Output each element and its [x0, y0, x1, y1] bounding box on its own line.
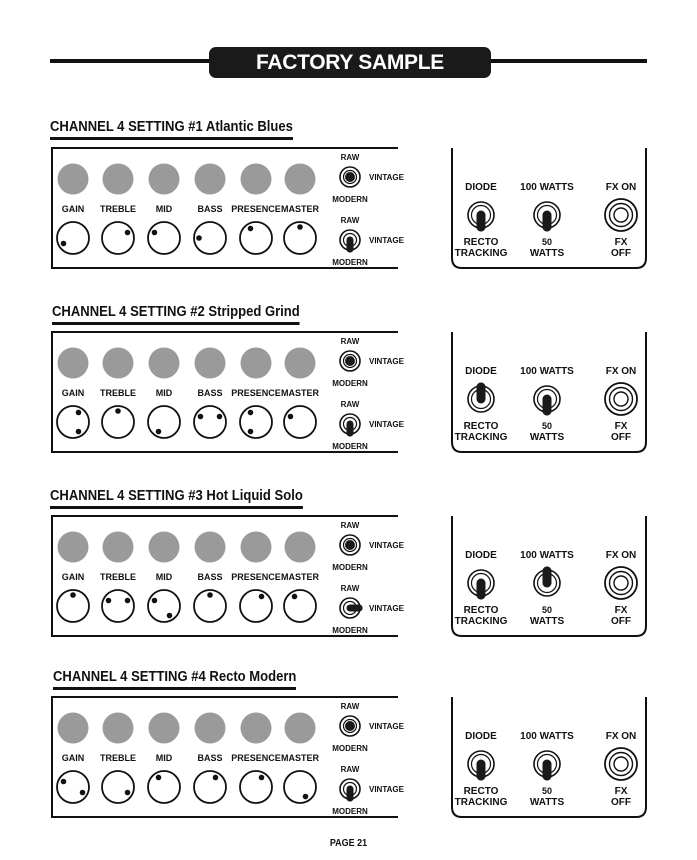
fx-off-label: OFF [611, 248, 631, 259]
knob-treble [102, 771, 134, 803]
fx-label: FX [614, 421, 628, 432]
page-number: PAGE 21 [329, 838, 368, 849]
mode-label-vintage: VINTAGE [369, 236, 404, 245]
mode-switch-2 [340, 779, 360, 802]
mode-label-modern: MODERN [332, 195, 368, 204]
watts-label: WATTS [529, 432, 565, 443]
fx-off-label: OFF [611, 797, 631, 808]
knob-label-gain: GAIN [61, 388, 85, 398]
setting-panel-4 [52, 697, 646, 817]
knob-cap-mid [149, 164, 180, 195]
knob-indicator-dot [152, 598, 158, 604]
knob-indicator-dot [288, 414, 294, 420]
mode-switch-1 [340, 716, 360, 736]
fx-label: FX [614, 237, 628, 248]
watts-switch [534, 202, 560, 232]
fx-on-label: FX ON [605, 182, 637, 193]
knob-label-bass: BASS [197, 753, 223, 763]
knob-cap-master [285, 713, 316, 744]
mode-label-vintage: VINTAGE [369, 357, 404, 366]
watts-switch-bat-tip [543, 567, 552, 576]
knob-presence [240, 222, 272, 254]
tracking-label: TRACKING [454, 432, 508, 443]
knob-presence [240, 406, 272, 438]
mode-switch-2-bat-tip [347, 795, 354, 802]
diode-switch-bat-tip [477, 223, 486, 232]
fx-label: FX [614, 605, 628, 616]
knob-label-bass: BASS [197, 204, 223, 214]
knob-cap-master [285, 532, 316, 563]
knob-indicator-dot [152, 230, 158, 236]
knob-indicator-dot [76, 429, 82, 435]
diode-switch [468, 383, 494, 413]
mode-label-modern: MODERN [332, 442, 368, 451]
knob-master [284, 406, 316, 438]
diode-switch [468, 751, 494, 781]
mode-switch-1 [340, 167, 360, 187]
fx-switch-button [614, 392, 628, 406]
setting-panel-1 [52, 148, 646, 268]
knob-gain [57, 222, 89, 254]
knob-cap-presence [241, 164, 272, 195]
setting-panel-3 [52, 516, 646, 636]
mode-switch-2-bat-tip [347, 246, 354, 253]
fx-label: FX [614, 786, 628, 797]
mode-label-vintage: VINTAGE [369, 420, 404, 429]
knob-indicator-dot [292, 594, 298, 600]
knob-indicator-dot [106, 598, 112, 604]
knob-label-gain: GAIN [61, 572, 85, 582]
knob-indicator-dot [156, 429, 162, 435]
knob-indicator-dot [156, 775, 162, 781]
mode-switch-2 [340, 414, 360, 437]
diode-label: DIODE [465, 182, 497, 193]
knob-cap-gain [58, 713, 89, 744]
knob-indicator-dot [213, 775, 219, 781]
knob-label-treble: TREBLE [100, 572, 136, 582]
mode-label-vintage: VINTAGE [369, 785, 404, 794]
watts-label: WATTS [529, 248, 565, 259]
watts-switch [534, 386, 560, 416]
knob-master [284, 771, 316, 803]
knob-label-gain: GAIN [61, 204, 85, 214]
mode-label-raw: RAW [340, 584, 360, 593]
diode-switch-bat-tip [477, 383, 486, 392]
watts-100-label: 100 WATTS [520, 731, 574, 742]
recto-label: RECTO [463, 237, 499, 248]
knob-indicator-dot [217, 414, 223, 420]
mode-switch-2-bat-tip [347, 430, 354, 437]
mode-switch-1 [340, 351, 360, 371]
mode-label-modern: MODERN [332, 807, 368, 816]
mode-switch-1-bat [345, 721, 355, 731]
knob-label-master: MASTER [281, 572, 319, 582]
knob-indicator-dot [70, 592, 76, 598]
knob-label-master: MASTER [281, 753, 319, 763]
mode-label-raw: RAW [340, 702, 360, 711]
knob-indicator-dot [248, 410, 254, 416]
knob-indicator-dot [259, 594, 265, 600]
mode-label-raw: RAW [340, 337, 360, 346]
watts-50-label: 50 [541, 421, 553, 431]
knob-indicator-dot [303, 794, 309, 800]
fx-on-label: FX ON [605, 550, 637, 561]
mode-label-raw: RAW [340, 153, 360, 162]
watts-switch [534, 751, 560, 781]
knob-cap-treble [103, 348, 134, 379]
knob-label-mid: MID [155, 204, 173, 214]
mode-label-modern: MODERN [332, 626, 368, 635]
knob-cap-mid [149, 348, 180, 379]
knob-cap-gain [58, 532, 89, 563]
knob-mid [148, 771, 180, 803]
mode-label-vintage: VINTAGE [369, 541, 404, 550]
knob-cap-presence [241, 532, 272, 563]
mode-label-modern: MODERN [332, 744, 368, 753]
setting-heading-3: CHANNEL 4 SETTING #3 Hot Liquid Solo [50, 488, 303, 509]
tracking-label: TRACKING [454, 248, 508, 259]
fx-switch-button [614, 576, 628, 590]
knob-cap-master [285, 164, 316, 195]
knob-label-bass: BASS [197, 572, 223, 582]
watts-switch-bat-tip [543, 772, 552, 781]
knob-cap-bass [195, 164, 226, 195]
knob-master [284, 590, 316, 622]
watts-switch-bat-tip [543, 223, 552, 232]
mode-label-raw: RAW [340, 400, 360, 409]
knob-cap-treble [103, 713, 134, 744]
watts-50-label: 50 [541, 786, 553, 796]
fx-on-label: FX ON [605, 366, 637, 377]
knob-indicator-dot [125, 790, 131, 796]
watts-100-label: 100 WATTS [520, 182, 574, 193]
fx-switch [605, 199, 637, 231]
fx-switch-button [614, 757, 628, 771]
mode-label-raw: RAW [340, 765, 360, 774]
setting-heading-2: CHANNEL 4 SETTING #2 Stripped Grind [52, 304, 300, 325]
mode-switch-1 [340, 535, 360, 555]
watts-switch-bat-tip [543, 407, 552, 416]
knob-indicator-dot [259, 775, 265, 781]
fx-on-label: FX ON [605, 731, 637, 742]
knob-label-presence: PRESENCE [231, 572, 281, 582]
diode-label: DIODE [465, 550, 497, 561]
fx-off-label: OFF [611, 432, 631, 443]
knob-cap-bass [195, 348, 226, 379]
knob-indicator-dot [248, 226, 254, 232]
knob-cap-treble [103, 532, 134, 563]
knob-mid [148, 406, 180, 438]
knob-indicator-dot [207, 592, 213, 598]
mode-label-vintage: VINTAGE [369, 722, 404, 731]
knob-indicator-dot [115, 408, 121, 414]
knob-indicator-dot [80, 790, 86, 796]
knob-label-master: MASTER [281, 388, 319, 398]
knob-indicator-dot [125, 230, 131, 236]
knob-label-presence: PRESENCE [231, 388, 281, 398]
knob-label-mid: MID [155, 753, 173, 763]
diode-switch [468, 570, 494, 600]
mode-switch-1-bat [345, 172, 355, 182]
knob-label-master: MASTER [281, 204, 319, 214]
mode-switch-2 [340, 598, 363, 618]
knob-cap-mid [149, 713, 180, 744]
watts-100-label: 100 WATTS [520, 366, 574, 377]
knob-cap-presence [241, 713, 272, 744]
knob-bass [194, 771, 226, 803]
diode-switch-bat-tip [477, 772, 486, 781]
fx-switch [605, 567, 637, 599]
knob-presence [240, 771, 272, 803]
knob-indicator-dot [198, 414, 204, 420]
knob-cap-bass [195, 713, 226, 744]
watts-label: WATTS [529, 797, 565, 808]
fx-switch [605, 383, 637, 415]
knob-mid [148, 222, 180, 254]
recto-label: RECTO [463, 421, 499, 432]
knob-cap-presence [241, 348, 272, 379]
mode-label-raw: RAW [340, 521, 360, 530]
knob-gain [57, 771, 89, 803]
mode-label-modern: MODERN [332, 563, 368, 572]
knob-treble [102, 590, 134, 622]
knob-cap-bass [195, 532, 226, 563]
knob-indicator-dot [125, 598, 131, 604]
knob-mid [148, 590, 180, 622]
setting-heading-4: CHANNEL 4 SETTING #4 Recto Modern [53, 669, 296, 690]
knob-indicator-dot [248, 429, 254, 435]
watts-50-label: 50 [541, 605, 553, 615]
mode-label-modern: MODERN [332, 379, 368, 388]
knob-indicator-dot [61, 779, 67, 785]
knob-cap-gain [58, 164, 89, 195]
diode-switch [468, 202, 494, 232]
knob-cap-gain [58, 348, 89, 379]
mode-switch-1-bat [345, 356, 355, 366]
mode-label-vintage: VINTAGE [369, 173, 404, 182]
knob-label-bass: BASS [197, 388, 223, 398]
knob-presence [240, 590, 272, 622]
diode-label: DIODE [465, 366, 497, 377]
knob-label-mid: MID [155, 388, 173, 398]
setting-panel-2 [52, 332, 646, 452]
mode-switch-2 [340, 230, 360, 253]
diode-switch-bat-tip [477, 591, 486, 600]
knob-indicator-dot [167, 613, 173, 619]
knob-cap-mid [149, 532, 180, 563]
knob-label-presence: PRESENCE [231, 753, 281, 763]
knob-cap-master [285, 348, 316, 379]
setting-heading-1: CHANNEL 4 SETTING #1 Atlantic Blues [50, 119, 293, 140]
watts-label: WATTS [529, 616, 565, 627]
watts-switch [534, 567, 560, 597]
knob-indicator-dot [61, 241, 67, 247]
fx-off-label: OFF [611, 616, 631, 627]
mode-label-vintage: VINTAGE [369, 604, 404, 613]
recto-label: RECTO [463, 786, 499, 797]
knob-label-treble: TREBLE [100, 204, 136, 214]
fx-switch-button [614, 208, 628, 222]
watts-50-label: 50 [541, 237, 553, 247]
mode-switch-2-bat-tip [356, 605, 363, 612]
knob-cap-treble [103, 164, 134, 195]
tracking-label: TRACKING [454, 616, 508, 627]
knob-indicator-dot [297, 224, 303, 230]
mode-label-raw: RAW [340, 216, 360, 225]
watts-100-label: 100 WATTS [520, 550, 574, 561]
mode-switch-1-bat [345, 540, 355, 550]
fx-switch [605, 748, 637, 780]
tracking-label: TRACKING [454, 797, 508, 808]
knob-treble [102, 222, 134, 254]
page-title: FACTORY SAMPLE SETTINGS: [209, 47, 491, 78]
knob-label-treble: TREBLE [100, 753, 136, 763]
recto-label: RECTO [463, 605, 499, 616]
knob-label-presence: PRESENCE [231, 204, 281, 214]
knob-gain [57, 406, 89, 438]
knob-label-mid: MID [155, 572, 173, 582]
knob-label-gain: GAIN [61, 753, 85, 763]
mode-label-modern: MODERN [332, 258, 368, 267]
knob-indicator-dot [76, 410, 82, 416]
diode-label: DIODE [465, 731, 497, 742]
knob-label-treble: TREBLE [100, 388, 136, 398]
knob-indicator-dot [196, 235, 202, 241]
knob-bass [194, 406, 226, 438]
